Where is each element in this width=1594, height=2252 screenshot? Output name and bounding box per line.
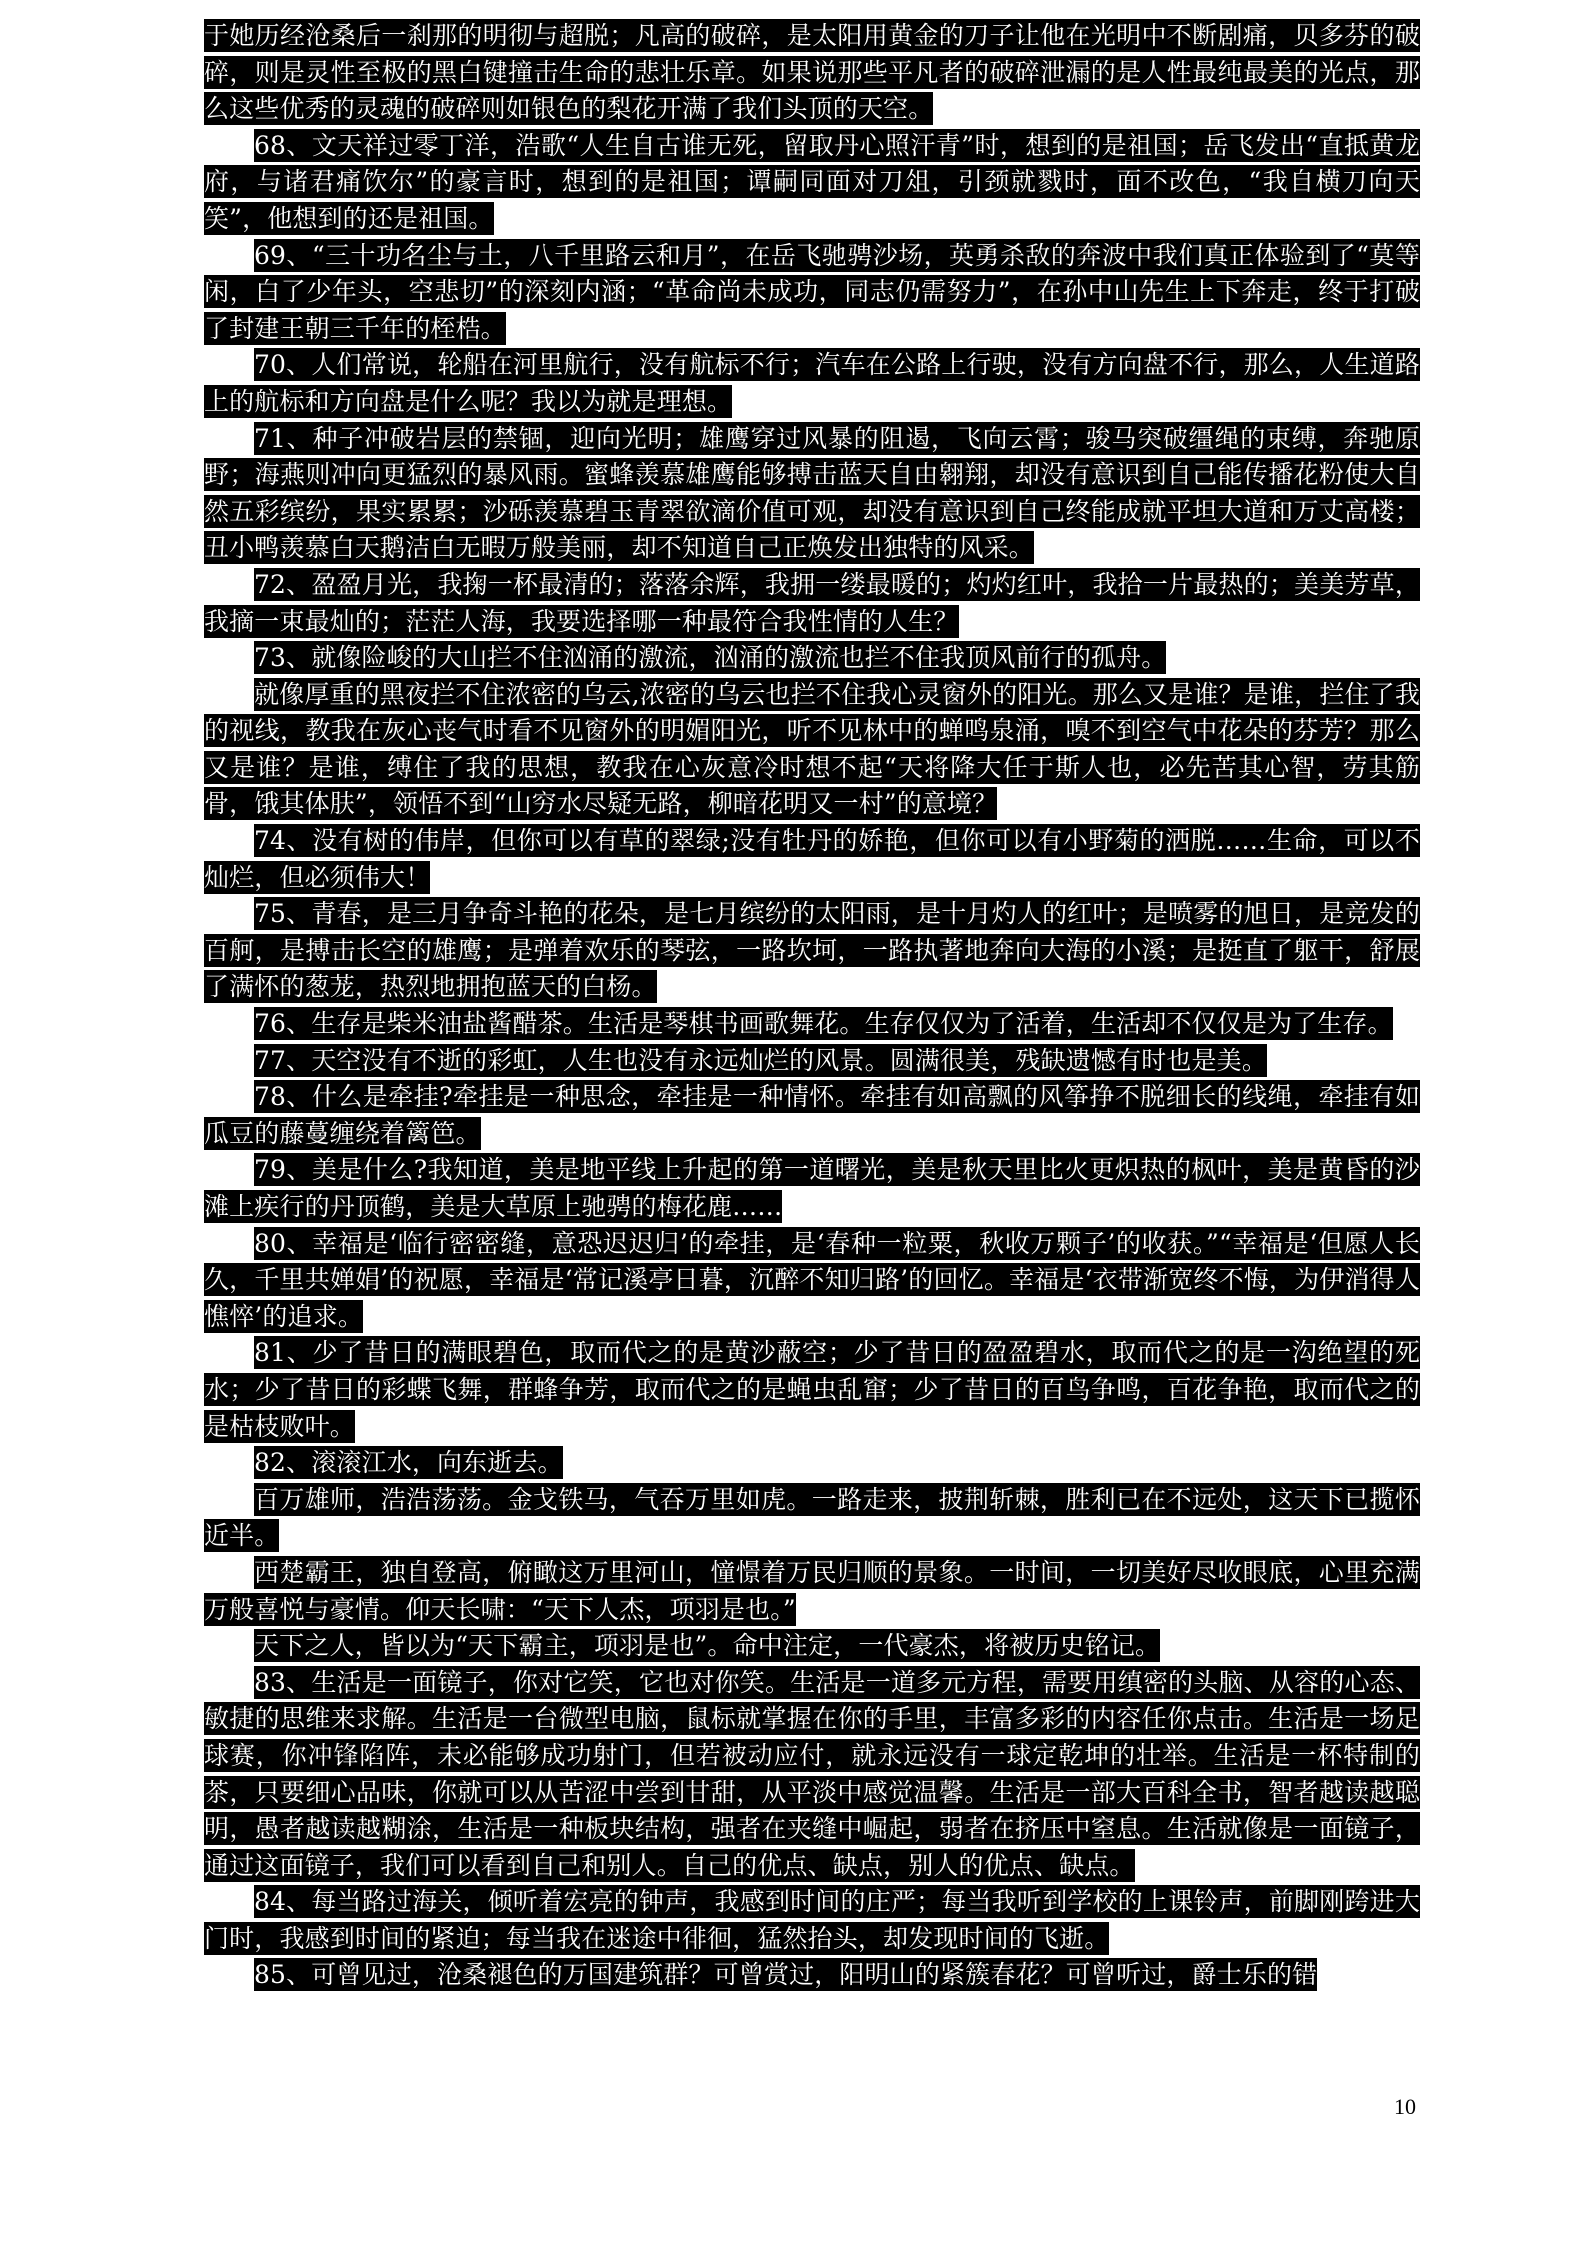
- paragraph: 84、每当路过海关，倾听着宏亮的钟声，我感到时间的庄严；每当我听到学校的上课铃声，前脚刚跨进大门时，我感到时间的紧迫；每当我在迷途中徘徊，猛然抬头，却发现时间的飞逝。: [204, 1887, 1420, 1953]
- paragraph: 百万雄师，浩浩荡荡。金戈铁马，气吞万里如虎。一路走来，披荆斩棘，胜利已在不远处，这天下已揽怀近半。: [204, 1484, 1420, 1551]
- paragraph: 85、可曾见过，沧桑褪色的万国建筑群？可曾赏过，阳明山的紧簇春花？可曾听过，爵士乐的错: [254, 1960, 1318, 1990]
- paragraph: 79、美是什么?我知道，美是地平线上升起的第一道曙光，美是秋天里比火更炽热的枫叶，美是黄昏的沙滩上疾行的丹顶鹤，美是大草原上驰骋的梅花鹿……: [204, 1155, 1420, 1221]
- paragraph: 82、滚滚江水，向东逝去。: [254, 1448, 563, 1478]
- paragraph: 于她历经沧桑后一刹那的明彻与超脱；凡高的破碎，是太阳用黄金的刀子让他在光明中不断剧痛，贝多芬的破碎，则是灵性至极的黑白键撞击生命的悲壮乐章。如果说那些平凡者的破碎泄漏的是人性最纯最美的光点，那么这些优秀的灵魂的破碎则如银色的梨花开满了我们头顶的天空。: [204, 21, 1420, 124]
- paragraph: 就像厚重的黑夜拦不住浓密的乌云,浓密的乌云也拦不住我心灵窗外的阳光。那么又是谁？是谁，拦住了我的视线，教我在灰心丧气时看不见窗外的明媚阳光，听不见林中的蝉鸣泉涌，嗅不到空气中花朵的芬芳？那么又是谁？是谁，缚住了我的思想，教我在心灰意冷时想不起“天将降大任于斯人也，必先苦其心智，劳其筋骨，饿其体肤”，领悟不到“山穷水尽疑无路，柳暗花明又一村”的意境？: [204, 679, 1420, 819]
- paragraph: 83、生活是一面镜子，你对它笑，它也对你笑。生活是一道多元方程，需要用缜密的头脑、从容的心态、敏捷的思维来求解。生活是一台微型电脑，鼠标就掌握在你的手里，丰富多彩的内容任你点击。生活是一场足球赛，你冲锋陷阵，未必能够成功射门，但若被动应付，就永远没有一球定乾坤的壮举。生活是一杯特制的茶，只要细心品味，你就可以从苦涩中尝到甘甜，从平淡中感觉温馨。生活是一部大百科全书，智者越读越聪明，愚者越读越糊涂，生活是一种板块结构，强者在夹缝中崛起，弱者在挤压中窒息。生活就像是一面镜子，通过这面镜子，我们可以看到自己和别人。自己的优点、缺点，别人的优点、缺点。: [204, 1667, 1420, 1880]
- paragraph: 73、就像险峻的大山拦不住汹涌的激流，汹涌的激流也拦不住我顶风前行的孤舟。: [254, 643, 1167, 673]
- paragraph: 72、盈盈月光，我掬一杯最清的；落落余辉，我拥一缕最暖的；灼灼红叶，我拾一片最热的；美美芳草，我摘一束最灿的；茫茫人海，我要选择哪一种最符合我性情的人生？: [204, 569, 1420, 636]
- paragraph: 81、少了昔日的满眼碧色，取而代之的是黄沙蔽空；少了昔日的盈盈碧水，取而代之的是一沟绝望的死水；少了昔日的彩蝶飞舞，群蜂争芳，取而代之的是蝇虫乱窜；少了昔日的百鸟争鸣，百花争艳，取而代之的是枯枝败叶。: [204, 1338, 1420, 1441]
- paragraph: 74、没有树的伟岸，但你可以有草的翠绿;没有牡丹的娇艳，但你可以有小野菊的洒脱……生命，可以不灿烂，但必须伟大！: [204, 826, 1420, 892]
- paragraph: 78、什么是牵挂?牵挂是一种思念，牵挂是一种情怀。牵挂有如高飘的风筝挣不脱细长的线绳，牵挂有如瓜豆的藤蔓缠绕着篱笆。: [204, 1082, 1420, 1148]
- paragraph: 71、种子冲破岩层的禁锢，迎向光明；雄鹰穿过风暴的阻遏，飞向云霄；骏马突破缰绳的束缚，奔驰原野；海燕则冲向更猛烈的暴风雨。蜜蜂羡慕雄鹰能够搏击蓝天自由翱翔，却没有意识到自己能传播花粉使大自然五彩缤纷，果实累累；沙砾羡慕碧玉青翠欲滴价值可观，却没有意识到自己终能成就平坦大道和万丈高楼；丑小鸭羡慕白天鹅洁白无暇万般美丽，却不知道自己正焕发出独特的风采。: [204, 423, 1420, 563]
- document-body: [204, 18, 1420, 1994]
- paragraph: 77、天空没有不逝的彩虹，人生也没有永远灿烂的风景。圆满很美，残缺遗憾有时也是美。: [254, 1045, 1267, 1075]
- paragraph: 68、文天祥过零丁洋，浩歌“人生自古谁无死，留取丹心照汗青”时，想到的是祖国；岳飞发出“直抵黄龙府，与诸君痛饮尔”的豪言时，想到的是祖国；谭嗣同面对刀俎，引颈就戮时，面不改色，“我自横刀向天笑”，他想到的还是祖国。: [204, 130, 1420, 233]
- paragraph: 76、生存是柴米油盐酱醋茶。生活是琴棋书画歌舞花。生存仅仅为了活着，生活却不仅仅是为了生存。: [254, 1009, 1393, 1039]
- paragraph: 70、人们常说，轮船在河里航行，没有航标不行；汽车在公路上行驶，没有方向盘不行，那么，人生道路上的航标和方向盘是什么呢？我以为就是理想。: [204, 350, 1420, 416]
- page-number: 10: [1394, 2094, 1416, 2119]
- paragraph: 69、“三十功名尘与土，八千里路云和月”，在岳飞驰骋沙场，英勇杀敌的奔波中我们真正体验到了“莫等闲，白了少年头，空悲切”的深刻内涵；“革命尚未成功，同志仍需努力”，在孙中山先生上下奔走，终于打破了封建王朝三千年的桎梏。: [204, 240, 1420, 343]
- paragraph: 天下之人，皆以为“天下霸主，项羽是也”。命中注定，一代豪杰，将被历史铭记。: [254, 1631, 1161, 1661]
- paragraph: 75、青春，是三月争奇斗艳的花朵，是七月缤纷的太阳雨，是十月灼人的红叶；是喷雾的旭日，是竞发的百舸，是搏击长空的雄鹰；是弹着欢乐的琴弦，一路坎坷，一路执著地奔向大海的小溪；是挺直了躯干，舒展了满怀的葱茏，热烈地拥抱蓝天的白杨。: [204, 899, 1420, 1002]
- paragraph: 80、幸福是‘临行密密缝，意恐迟迟归’的牵挂，是‘春种一粒粟，秋收万颗子’的收获。”“幸福是‘但愿人长久，千里共婵娟’的祝愿，幸福是‘常记溪亭日暮，沉醉不知归路’的回忆。幸福是‘衣带渐宽终不悔，为伊消得人憔悴’的追求。: [204, 1228, 1420, 1331]
- paragraph: 西楚霸王，独自登高，俯瞰这万里河山，憧憬着万民归顺的景象。一时间，一切美好尽收眼底，心里充满万般喜悦与豪情。仰天长啸：“天下人杰，项羽是也。”: [204, 1557, 1420, 1624]
